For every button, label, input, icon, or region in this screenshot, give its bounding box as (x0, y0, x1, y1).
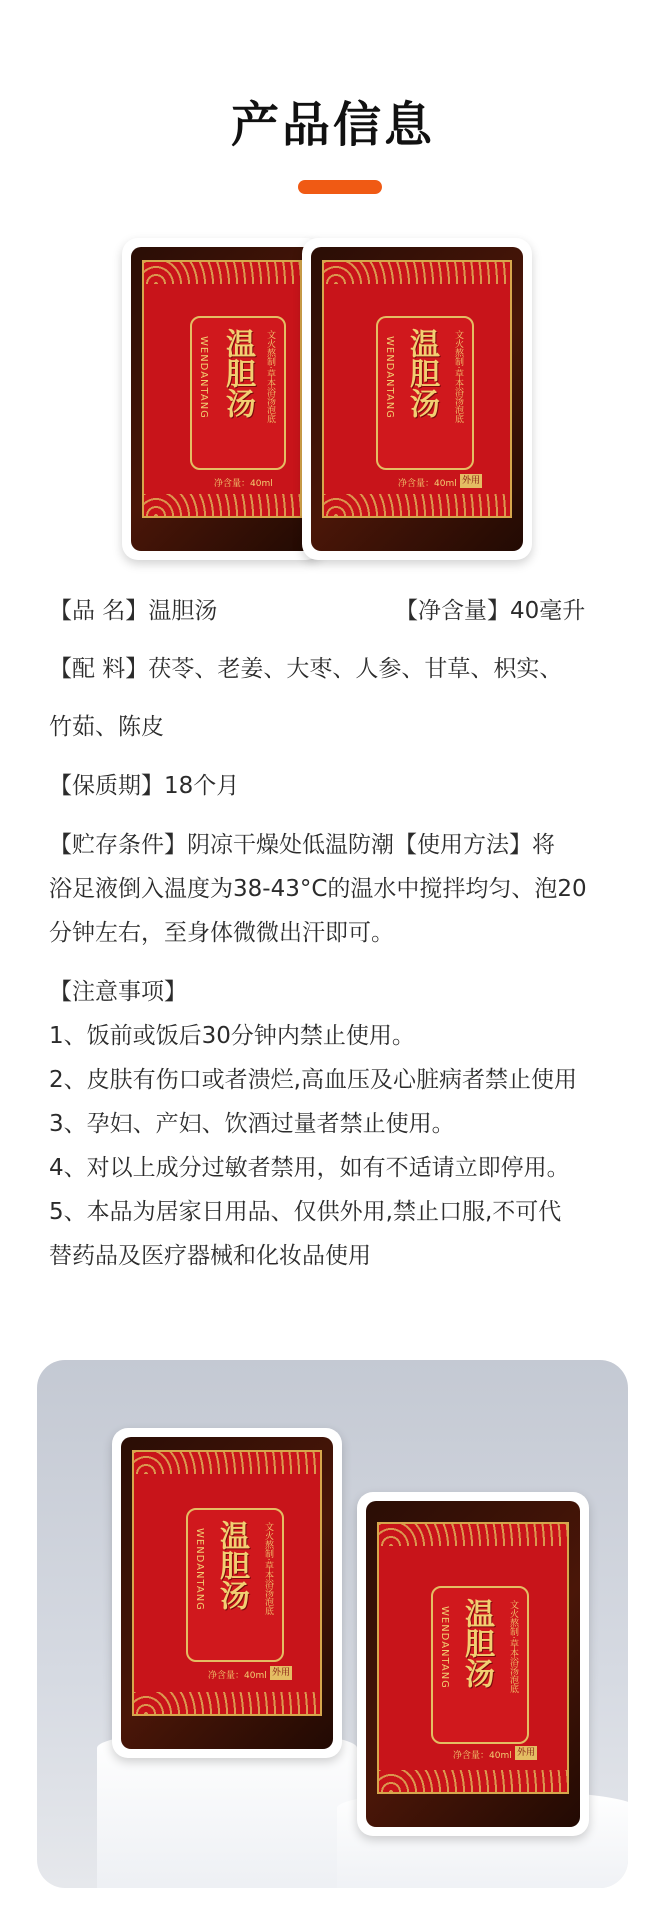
ingredients-continued: 竹茹、陈皮 (49, 714, 164, 740)
net-content-text: 净含量：40ml (208, 1671, 267, 1681)
sachet-front (302, 238, 532, 560)
product-tagline: 文火熬制·草本浴汤泡底 (263, 1522, 273, 1615)
external-use-seal: 外用 (461, 476, 480, 486)
sachet-right (357, 1492, 589, 1836)
shelf-value: 18个月 (164, 773, 240, 799)
net-content-text: 净含量：40ml (398, 479, 457, 489)
shelf-label: 【保质期】 (49, 773, 164, 799)
product-tagline: 文火熬制·草本浴汤泡底 (453, 330, 463, 423)
external-use-seal: 外用 (516, 1748, 535, 1758)
info-name-row (49, 595, 217, 627)
net-content-text: 净含量：40ml (453, 1751, 512, 1761)
product-english-name: WENDANTANG (198, 336, 209, 419)
note-item: 4、对以上成分过敏者禁用，如有不适请立即停用。 (49, 1155, 570, 1181)
sachet-left (112, 1428, 342, 1758)
name-value: 温胆汤 (148, 598, 218, 624)
storage-line-3: 分钟左右，至身体微微出汗即可。 (49, 920, 394, 946)
notes-label: 【注意事项】 (49, 979, 187, 1005)
note-item: 2、皮肤有伤口或者溃烂,高血压及心脏病者禁止使用 (49, 1067, 577, 1093)
name-label: 【品 名】 (49, 598, 149, 624)
note-item: 3、孕妇、产妇、饮酒过量者禁止使用。 (49, 1111, 455, 1137)
ingredients-value: 茯苓、老姜、大枣、人参、甘草、枳实、 (148, 656, 563, 682)
product-showcase-image (37, 1360, 628, 1888)
net-content-text: 净含量：40ml (214, 479, 273, 489)
sachet-back (122, 238, 322, 560)
volume-label: 【净含量】 (395, 598, 510, 624)
page-title: 产品信息 (230, 97, 435, 153)
info-volume-row (395, 595, 585, 627)
ingredients-label: 【配 料】 (49, 656, 149, 682)
product-name-vertical: 温胆汤 (220, 328, 255, 418)
title-accent-bar (298, 180, 382, 194)
storage-line-2: 浴足液倒入温度为38-43°C的温水中搅拌均匀、泡20 (49, 876, 587, 902)
note-item: 5、本品为居家日用品、仅供外用,禁止口服,不可代 (49, 1199, 562, 1225)
product-english-name: WENDANTANG (384, 336, 395, 419)
product-image-top (122, 238, 542, 568)
volume-value: 40毫升 (510, 598, 586, 624)
info-shelf-row (49, 770, 239, 802)
product-english-name: WENDANTANG (194, 1528, 205, 1611)
product-english-name: WENDANTANG (439, 1606, 450, 1689)
external-use-seal: 外用 (271, 1668, 290, 1678)
product-tagline: 文火熬制·草本浴汤泡底 (265, 330, 275, 423)
info-ingredients-row (49, 653, 562, 685)
product-name-vertical: 温胆汤 (459, 1598, 494, 1688)
product-tagline: 文火熬制·草本浴汤泡底 (508, 1600, 518, 1693)
product-name-vertical: 温胆汤 (404, 328, 439, 418)
note-item: 替药品及医疗器械和化妆品使用 (49, 1243, 371, 1269)
note-item: 1、饭前或饭后30分钟内禁止使用。 (49, 1023, 415, 1049)
product-name-vertical: 温胆汤 (214, 1520, 249, 1610)
storage-line-1: 【贮存条件】阴凉干燥处低温防潮【使用方法】将 (49, 832, 555, 858)
